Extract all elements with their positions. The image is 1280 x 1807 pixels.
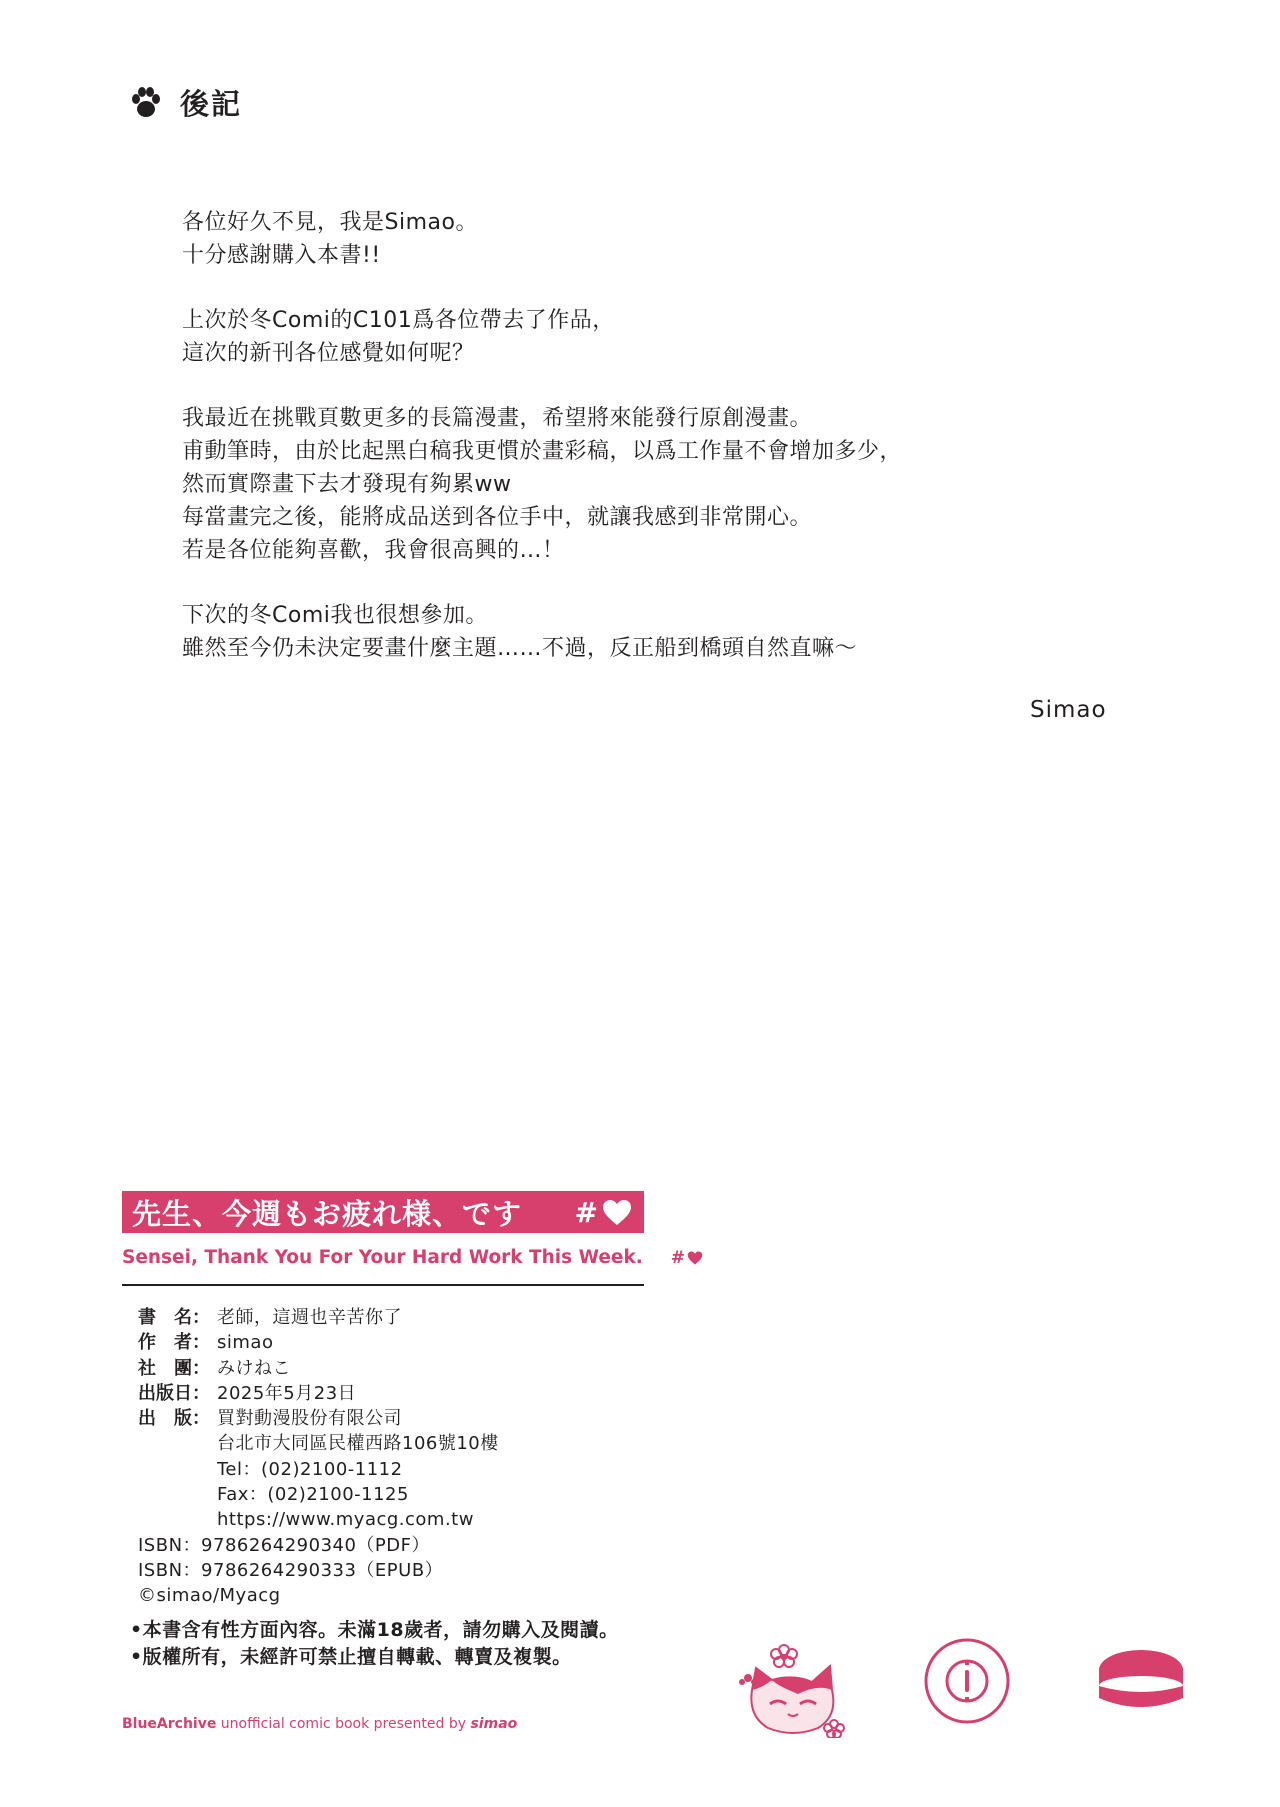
notices [130,1617,619,1671]
colophon-row [138,1330,499,1355]
footer-credit [122,1716,517,1732]
title-banner [122,1191,644,1233]
isbn-pdf: ISBN：9786264290340（PDF） [138,1534,430,1556]
text-line: 這次的新刊各位感覺如何呢？ [182,341,475,366]
page-header [128,82,242,123]
afterword-body [182,206,1082,697]
paragraph [182,599,1082,665]
text-line: 各位好久不見，我是Simao。 [182,210,478,235]
subtitle-text: Sensei, Thank You For Your Hard Work This Week. [122,1247,643,1268]
colophon-value: simao [217,1332,274,1354]
publisher-tel: Tel：(02)2100-1112 [217,1458,403,1480]
banner-title: 先生、今週もお疲れ様、です [132,1196,523,1231]
colophon-row [138,1356,499,1381]
paragraph [182,206,1082,272]
publisher-address: 台北市大同區民權西路106號10樓 [217,1433,499,1455]
colophon-value: 老師，這週也辛苦你了 [217,1307,402,1328]
colophon-value: 2025年5月23日 [217,1382,357,1404]
colophon-row [138,1381,499,1406]
colophon-row [138,1305,499,1330]
colophon-key: 出 版： [138,1408,210,1430]
colophon-value: 買對動漫股份有限公司 [217,1408,402,1430]
colophon-key: 書 名： [138,1307,210,1328]
paw-icon [128,85,164,121]
text-line: 上次於冬Comi的C101爲各位帶去了作品， [182,308,615,333]
heart-icon [687,1251,703,1265]
heart-icon [602,1199,632,1226]
text-line: 下次的冬Comi我也很想參加。 [182,603,488,628]
notice-item: •版權所有，未經許可禁止擅自轉載、轉賣及複製。 [130,1646,572,1668]
text-line: 甫動筆時，由於比起黑白稿我更慣於畫彩稿，以爲工作量不會增加多少， [182,439,903,464]
colophon-key: 社 團： [138,1357,210,1379]
publisher-fax: Fax：(02)2100-1125 [217,1484,409,1506]
text-line: 若是各位能夠喜歡，我會很高興的…！ [182,538,565,563]
isbn-epub: ISBN：9786264290333（EPUB） [138,1559,444,1581]
hash-symbol: # [670,1247,686,1268]
paragraph [182,402,1082,567]
text-line: 雖然至今仍未決定要畫什麼主題……不過，反正船到橋頭自然直嘛～ [182,636,858,661]
text-line: 然而實際畫下去才發現有夠累ww [182,472,512,497]
hash-symbol: # [574,1196,598,1229]
halo-emblem-illustration [922,1636,1012,1726]
notice-item: •本書含有性方面內容。未滿18歲者，請勿購入及閱讀。 [130,1619,619,1641]
banner-hashtag [575,1196,632,1229]
footer-middle: unofficial comic book presented by [216,1716,471,1732]
publisher-url: https://www.myacg.com.tw [217,1509,474,1531]
paragraph [182,304,1082,370]
copyright: ©simao/Myacg [138,1585,281,1607]
colophon-key: 作 者： [138,1332,210,1354]
footer-author: simao [470,1716,518,1732]
text-line: 十分感謝購入本書!! [182,243,381,268]
text-line: 每當畫完之後，能將成品送到各位手中，就讓我感到非常開心。 [182,505,813,530]
colophon [138,1305,499,1609]
cat-face-illustration [738,1638,848,1738]
subtitle-hashtag [671,1248,703,1268]
signature: Simao [1030,697,1107,723]
text-line: 我最近在挑戰頁數更多的長篇漫畫，希望將來能發行原創漫畫。 [182,406,813,431]
colophon-value: みけねこ [217,1357,291,1379]
footer-brand: BlueArchive [122,1716,217,1732]
macaron-illustration [1096,1648,1186,1720]
divider [122,1284,644,1286]
colophon-row [138,1406,499,1431]
colophon-key: 出版日： [138,1382,210,1404]
english-subtitle [122,1247,703,1268]
page-title: 後記 [180,87,243,121]
